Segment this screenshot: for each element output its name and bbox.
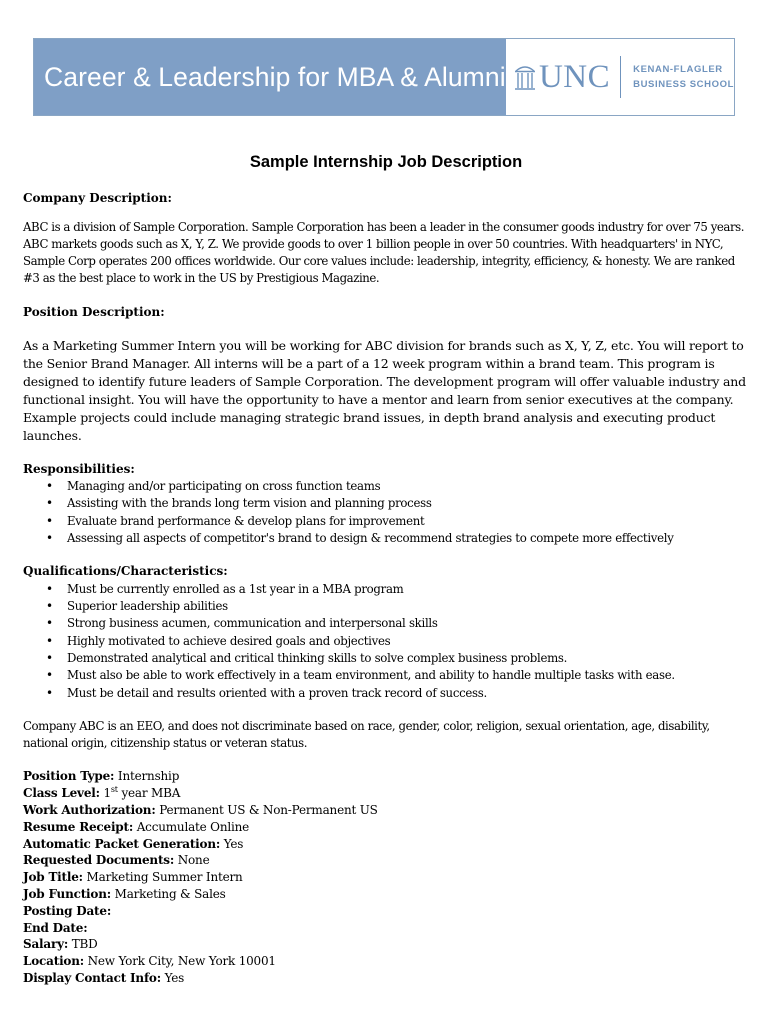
list-item: • Superior leadership abilities	[46, 599, 228, 614]
field-salary: Salary: TBD	[23, 937, 98, 952]
field-location: Location: New York City, New York 10001	[23, 954, 276, 969]
unc-logo	[506, 39, 734, 115]
field-end-date: End Date:	[23, 920, 88, 935]
eeo-statement: Company ABC is an EEO, and does not discriminate based on race, gender, color, religion, sexual orientation, age, disability, national origin, citizenship status or veteran status.	[23, 718, 710, 751]
field-position-type: Position Type: Internship	[23, 769, 180, 784]
list-item: • Must be currently enrolled as a 1st year in a MBA program	[46, 581, 404, 596]
position-description: As a Marketing Summer Intern you will be working for ABC division for brands such as X, Y, Z, etc. You will report to the Senior Brand Manager. All interns will be a part of a 12 week program within a brand team. This program is designed to identify future leaders of Sample Corporation. The development program will offer valuable industry and functional insight. You will have the opportunity to have a mentor and learn from senior executives at the company. Example projects could include managing strategic brand issues, in depth brand analysis and executing product launches.	[23, 338, 746, 443]
logo-divider	[620, 56, 621, 98]
field-packet-generation: Automatic Packet Generation: Yes	[23, 836, 244, 851]
responsibilities-list	[23, 478, 749, 547]
list-item: • Strong business acumen, communication and interpersonal skills	[46, 616, 438, 631]
list-item: • Demonstrated analytical and critical thinking skills to solve complex business problems.	[46, 651, 568, 665]
list-item: • Assessing all aspects of competitor's brand to design & recommend strategies to compete more effectively	[46, 531, 674, 546]
banner-title-panel	[34, 39, 506, 115]
unc-wordmark: UNC	[538, 58, 611, 95]
list-item: • Highly motivated to achieve desired goals and objectives	[46, 633, 391, 648]
old-well-icon	[514, 62, 536, 92]
page-title: Sample Internship Job Description	[249, 153, 523, 171]
list-item: • Assisting with the brands long term vision and planning process	[46, 496, 432, 511]
position-heading: Position Description:	[23, 304, 165, 319]
banner-title: Career & Leadership for MBA & Alumni	[44, 61, 506, 92]
company-heading: Company Description:	[23, 191, 172, 205]
field-resume-receipt: Resume Receipt: Accumulate Online	[23, 819, 250, 834]
field-requested-documents: Requested Documents: None	[23, 853, 210, 868]
qualifications-list	[23, 581, 749, 702]
list-item: • Must be detail and results oriented with a proven track record of success.	[46, 685, 487, 700]
field-job-title: Job Title: Marketing Summer Intern	[23, 870, 243, 885]
field-posting-date: Posting Date:	[23, 903, 112, 918]
school-name	[633, 62, 734, 92]
list-item: • Evaluate brand performance & develop plans for improvement	[46, 513, 425, 528]
qualifications-heading: Qualifications/Characteristics:	[23, 564, 228, 579]
field-work-authorization: Work Authorization: Permanent US & Non-Permanent US	[23, 803, 378, 818]
document-body	[23, 150, 749, 987]
school-line-1: KENAN-FLAGLER	[633, 64, 723, 75]
field-job-function: Job Function: Marketing & Sales	[23, 887, 226, 902]
company-description: ABC is a division of Sample Corporation. Sample Corporation has been a leader in the consumer goods industry for over 75 years. ABC markets goods such as X, Y, Z. We provide goods to over 1 billion people in over 50 countries. With headquarters' in NYC, Sample Corp operates 200 offices worldwide. Our core values include: leadership, integrity, efficiency, & honesty. We are ranked #3 as the best place to work in the US by Prestigious Magazine.	[23, 219, 744, 286]
field-display-contact: Display Contact Info: Yes	[23, 971, 185, 986]
responsibilities-heading: Responsibilities:	[23, 461, 135, 476]
list-item: • Must also be able to work effectively in a team environment, and ability to handle multiple tasks with ease.	[46, 668, 675, 683]
school-line-2: BUSINESS SCHOOL	[633, 79, 734, 90]
list-item: • Managing and/or participating on cross function teams	[46, 479, 381, 494]
field-class-level: Class Level: 1st year MBA	[23, 785, 181, 801]
header-banner	[33, 38, 735, 116]
